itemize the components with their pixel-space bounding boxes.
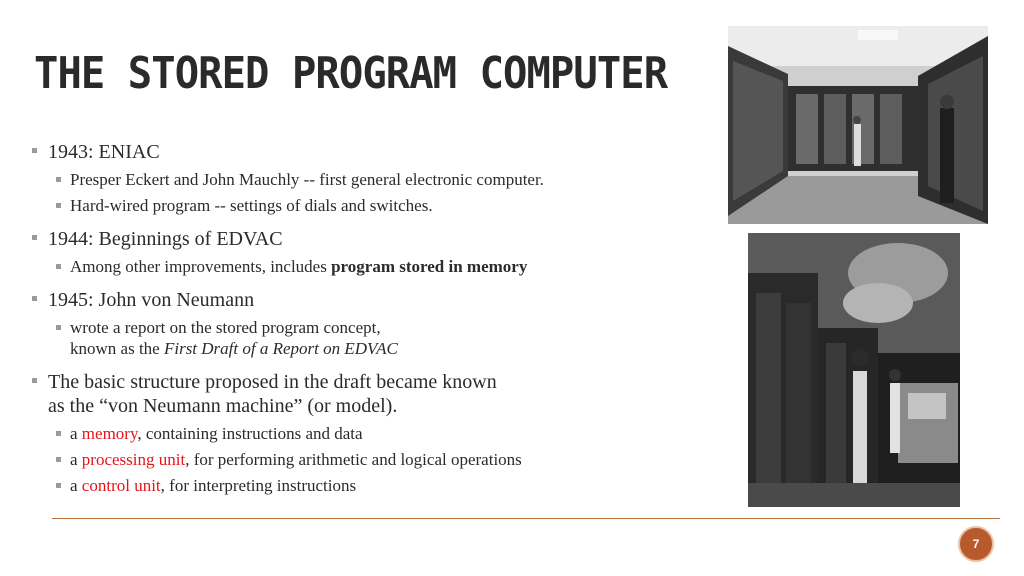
bullet-text: The basic structure proposed in the draft became known xyxy=(48,371,497,393)
bullet-text: 1945: John von Neumann xyxy=(48,289,255,311)
sub-bullet-text: Presper Eckert and John Mauchly -- first general electronic computer. xyxy=(70,170,544,189)
sub-bullet-text: a xyxy=(70,476,82,495)
sub-bullet-text: Among other improvements, includes xyxy=(70,257,332,276)
sub-bullet-text: , for interpreting instructions xyxy=(160,476,357,495)
operators-photo xyxy=(748,233,960,507)
bullet-edvac xyxy=(32,227,732,277)
term-memory: memory xyxy=(81,424,138,443)
bullet-marker xyxy=(56,457,61,462)
bullet-marker xyxy=(56,325,61,330)
slide-body xyxy=(32,140,732,507)
term-processing-unit: processing unit xyxy=(81,450,186,469)
page-number-badge: 7 xyxy=(958,526,994,562)
eniac-photo-illustration xyxy=(728,26,988,224)
bullet-basic-structure xyxy=(32,370,732,496)
bullet-marker xyxy=(32,296,37,301)
bullet-eniac xyxy=(32,140,732,216)
term-control-unit: control unit xyxy=(81,476,161,495)
operators-photo-illustration xyxy=(748,233,960,507)
bullet-text: as the “von Neumann machine” (or model). xyxy=(48,395,398,417)
bullet-marker xyxy=(32,378,37,383)
sub-bullet-text: Hard-wired program -- settings of dials and switches. xyxy=(70,196,433,215)
report-title: First Draft of a Report on EDVAC xyxy=(163,339,398,358)
sub-bullet-text: a xyxy=(70,424,82,443)
eniac-photo xyxy=(728,26,988,224)
bullet-marker xyxy=(56,431,61,436)
bullet-marker xyxy=(32,235,37,240)
sub-bullet-text: a xyxy=(70,450,82,469)
bullet-marker xyxy=(56,203,61,208)
slide-title: THE STORED PROGRAM COMPUTER xyxy=(34,48,668,99)
bullet-marker xyxy=(56,177,61,182)
sub-bullet-text: , containing instructions and data xyxy=(137,424,363,443)
bullet-text: 1944: Beginnings of EDVAC xyxy=(48,228,283,250)
sub-bullet-text: known as the xyxy=(70,339,164,358)
bullet-text: 1943: ENIAC xyxy=(48,141,160,163)
sub-bullet-text: , for performing arithmetic and logical operations xyxy=(185,450,522,469)
emphasis-text: program stored in memory xyxy=(331,257,528,276)
sub-bullet-text: wrote a report on the stored program concept, xyxy=(70,318,381,337)
bullet-marker xyxy=(32,148,37,153)
footer-rule xyxy=(52,518,1000,519)
bullet-marker xyxy=(56,264,61,269)
bullet-marker xyxy=(56,483,61,488)
bullet-von-neumann xyxy=(32,288,732,359)
